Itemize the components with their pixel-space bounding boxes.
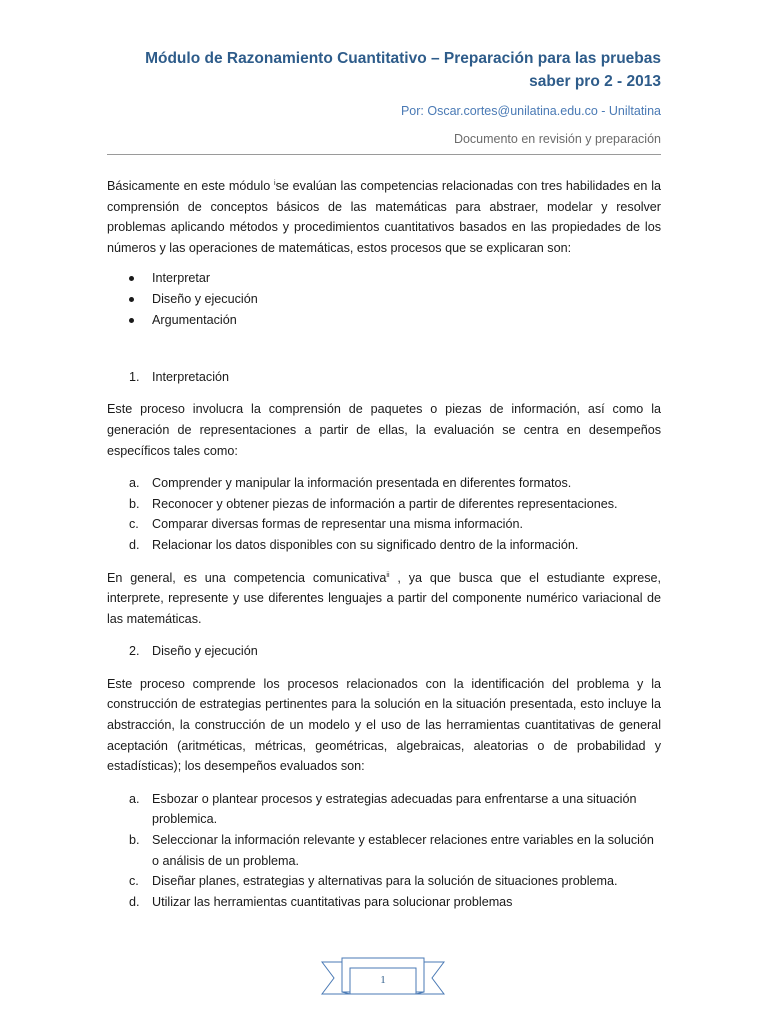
document-title [101,47,661,93]
list-item: c. Comparar diversas formas de representar una misma información. [129,517,523,532]
page-number-banner [320,956,446,1000]
skills-list [107,268,661,330]
bullet-icon [129,318,134,323]
document-title-line2: saber pro 2 - 2013 [529,73,661,90]
list-item: c. Diseñar planes, estrategias y alternativas para la solución de situaciones problema. [129,874,618,889]
list-item: a. Comprender y manipular la información presentada en diferentes formatos. [129,476,572,491]
intro-paragraph: Básicamente en este módulo $^i$se evalúan las competencias relacionadas con tres habilidades en la comprensión de conceptos básicos de las matemáticas para abstraer, modelar y resolver problemas aplicando métodos y procedimientos cuantitativos basados en las propiedades de los números y las operaciones de matemáticas, estos procesos que se explicaran son: [107,179,661,255]
list-item: Diseño y ejecución [107,289,661,310]
document-status: Documento en revisión y preparación [453,132,661,146]
section2-intro-paragraph: Este proceso comprende los procesos relacionados con la identificación del problema y la construcción de estrategias pertinentes para la solución en la situación presentada, esto incluye la abstracción, la construcción de un modelo y el uso de las herramientas cuantitativas de general aceptación (aritméticas, métricas, geométricas, algebraicas, aleatorias o de probabilidad y estadísticas); los desempeños evaluados son: [107,676,661,774]
page-number: 1 [380,974,386,986]
document-body [107,176,661,912]
section2-list [107,789,661,913]
list-item: Argumentación [107,310,661,331]
bullet-icon [129,297,134,302]
list-item: d. Utilizar las herramientas cuantitativas para solucionar problemas [129,894,513,909]
section1-intro-paragraph: Este proceso involucra la comprensión de paquetes o piezas de información, así como la generación de representaciones a partir de ellas, la evaluación se centra en desempeños específicos tales como: [107,402,661,458]
list-item: b. Reconocer y obtener piezas de información a partir de diferentes representaciones. [129,496,618,511]
section-heading-interpretacion: 1. Interpretación [129,369,230,384]
header-divider [107,154,661,155]
endnote-marker[interactable]: ii [386,571,390,579]
list-item: b. Seleccionar la información relevante y establecer relaciones entre variables en la solución o análisis de un problema. [129,833,654,868]
section1-list [107,473,661,555]
list-item: d. Relacionar los datos disponibles con su significado dentro de la información. [129,537,579,552]
document-title-line1: Módulo de Razonamiento Cuantitativo – Preparación para las pruebas [145,50,661,67]
author-line: Por: Oscar.cortes@unilatina.edu.co - Uniltatina [400,104,661,118]
list-item: a. Esbozar o plantear procesos y estrategias adecuadas para enfrentarse a una situación problemica. [129,791,637,827]
list-item: Interpretar [107,268,661,289]
endnote-marker[interactable]: i [274,179,276,187]
section-heading-diseno: 2. Diseño y ejecución [129,644,258,659]
section1-closing-paragraph: En general, es una competencia comunicativa$^{ii}$ , ya que busca que el estudiante exprese, interprete, represente y use diferentes lenguajes a partir del componente numérico variacional de las matemáticas. [107,570,662,626]
bullet-icon [129,276,134,281]
